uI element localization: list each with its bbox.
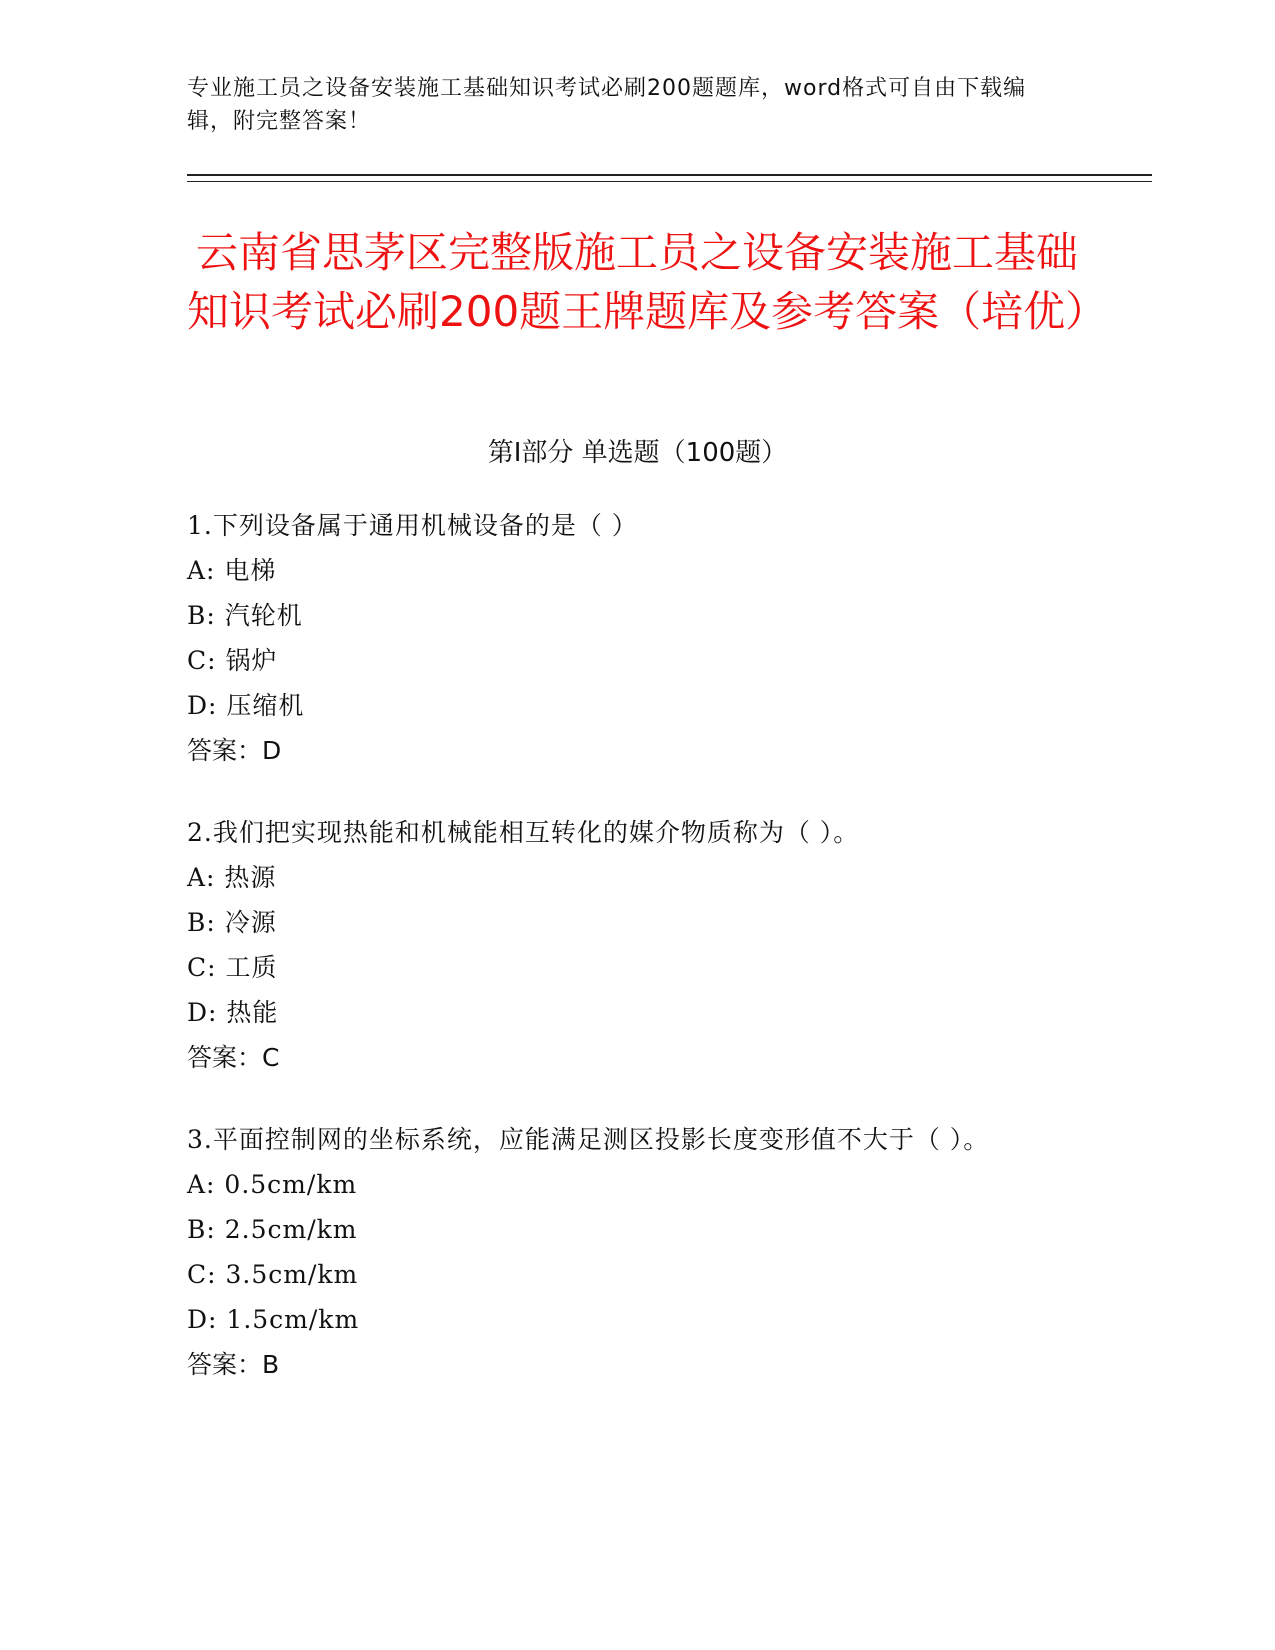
option-d: D: 压缩机 <box>187 691 305 720</box>
header-rule-thick <box>187 174 1152 176</box>
option-c: C: 3.5cm/km <box>187 1260 359 1289</box>
question-stem: 1.下列设备属于通用机械设备的是（ ） <box>187 511 638 540</box>
question-stem: 2.我们把实现热能和机械能相互转化的媒介物质称为（ ）。 <box>187 818 860 847</box>
option-a: A: 热源 <box>187 863 277 892</box>
answer: 答案：D <box>187 736 282 765</box>
option-b: B: 汽轮机 <box>187 601 303 630</box>
section-title: 第Ⅰ部分 单选题（100题） <box>487 438 788 468</box>
question-stem: 3.平面控制网的坐标系统，应能满足测区投影长度变形值不大于（ ）。 <box>187 1125 990 1154</box>
question-1 <box>187 503 1067 773</box>
option-c: C: 工质 <box>187 953 278 982</box>
header-rule-thin <box>187 181 1152 182</box>
answer: 答案：B <box>187 1350 280 1379</box>
document-title: 云南省思茅区完整版施工员之设备安装施工基础知识考试必刷200题王牌题库及参考答案（培优） <box>187 228 1108 336</box>
answer: 答案：C <box>187 1043 280 1072</box>
question-2 <box>187 810 1067 1080</box>
option-a: A: 0.5cm/km <box>187 1170 358 1199</box>
header-note: 专业施工员之设备安装施工基础知识考试必刷200题题库，word格式可自由下载编辑，附完整答案！ <box>187 76 1027 134</box>
option-c: C: 锅炉 <box>187 646 278 675</box>
option-a: A: 电梯 <box>187 556 277 585</box>
option-b: B: 2.5cm/km <box>187 1215 358 1244</box>
option-d: D: 1.5cm/km <box>187 1305 360 1334</box>
question-3 <box>187 1117 1067 1387</box>
option-d: D: 热能 <box>187 998 279 1027</box>
option-b: B: 冷源 <box>187 908 277 937</box>
